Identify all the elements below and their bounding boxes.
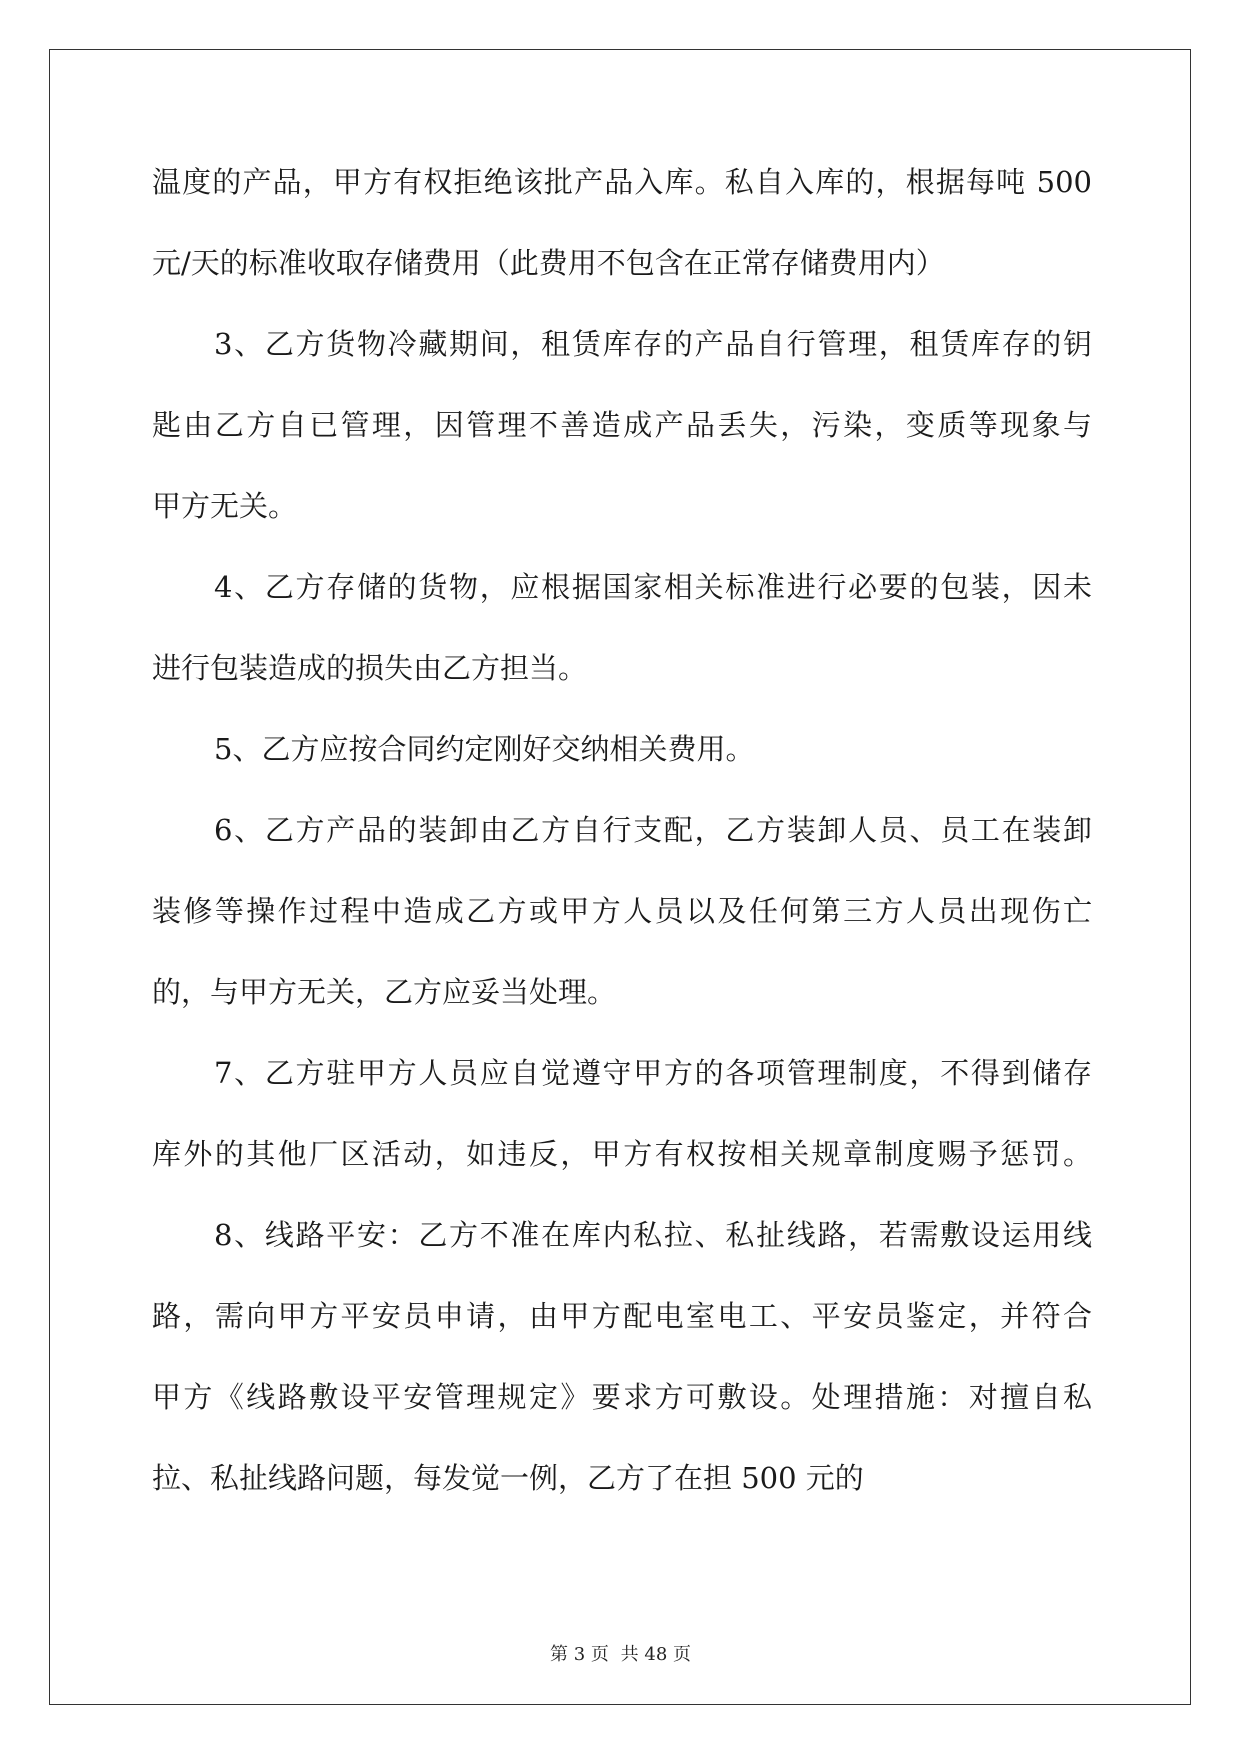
- text-line: 7、乙方驻甲方人员应自觉遵守甲方的各项管理制度，不得到储存: [214, 1056, 1092, 1090]
- paragraph: [152, 1055, 1092, 1172]
- text-line: 甲方无关。: [152, 489, 298, 523]
- page-total: 共 48 页: [620, 1644, 691, 1665]
- text-line: 装修等操作过程中造成乙方或甲方人员以及任何第三方人员出现伤亡: [152, 894, 1092, 928]
- text-line: 路，需向甲方平安员申请，由甲方配电室电工、平安员鉴定，并符合: [152, 1299, 1092, 1333]
- text-line: 拉、私扯线路问题，每发觉一例，乙方了在担 500 元的: [152, 1461, 864, 1495]
- paragraph: [152, 164, 1092, 281]
- text-line: 5、乙方应按合同约定刚好交纳相关费用。: [214, 732, 755, 766]
- text-line: 匙由乙方自已管理，因管理不善造成产品丢失，污染，变质等现象与: [152, 408, 1092, 442]
- paragraph: [152, 569, 1092, 686]
- text-line: 的，与甲方无关，乙方应妥当处理。: [152, 975, 617, 1009]
- text-line: 库外的其他厂区活动，如违反，甲方有权按相关规章制度赐予惩罚。: [152, 1137, 1092, 1171]
- document-body: [152, 164, 1092, 1541]
- text-line: 3、乙方货物冷藏期间，租赁库存的产品自行管理，租赁库存的钥: [214, 327, 1092, 361]
- paragraph: [152, 1217, 1092, 1496]
- text-line: 元/天的标准收取存储费用（此费用不包含在正常存储费用内）: [152, 246, 945, 280]
- paragraph: [152, 326, 1092, 524]
- page-number: 第 3 页: [550, 1644, 609, 1665]
- text-line: 甲方《线路敷设平安管理规定》要求方可敷设。处理措施：对擅自私: [152, 1380, 1092, 1414]
- text-line: 6、乙方产品的装卸由乙方自行支配，乙方装卸人员、员工在装卸: [214, 813, 1092, 847]
- text-line: 4、乙方存储的货物，应根据国家相关标准进行必要的包装，因未: [214, 570, 1092, 604]
- paragraph: [152, 812, 1092, 1010]
- text-line: 温度的产品，甲方有权拒绝该批产品入库。私自入库的，根据每吨 500: [152, 165, 1092, 199]
- page-footer: [0, 1640, 1241, 1666]
- text-line: 8、线路平安：乙方不准在库内私拉、私扯线路，若需敷设运用线: [214, 1218, 1092, 1252]
- paragraph: [152, 731, 1092, 767]
- text-line: 进行包装造成的损失由乙方担当。: [152, 651, 588, 685]
